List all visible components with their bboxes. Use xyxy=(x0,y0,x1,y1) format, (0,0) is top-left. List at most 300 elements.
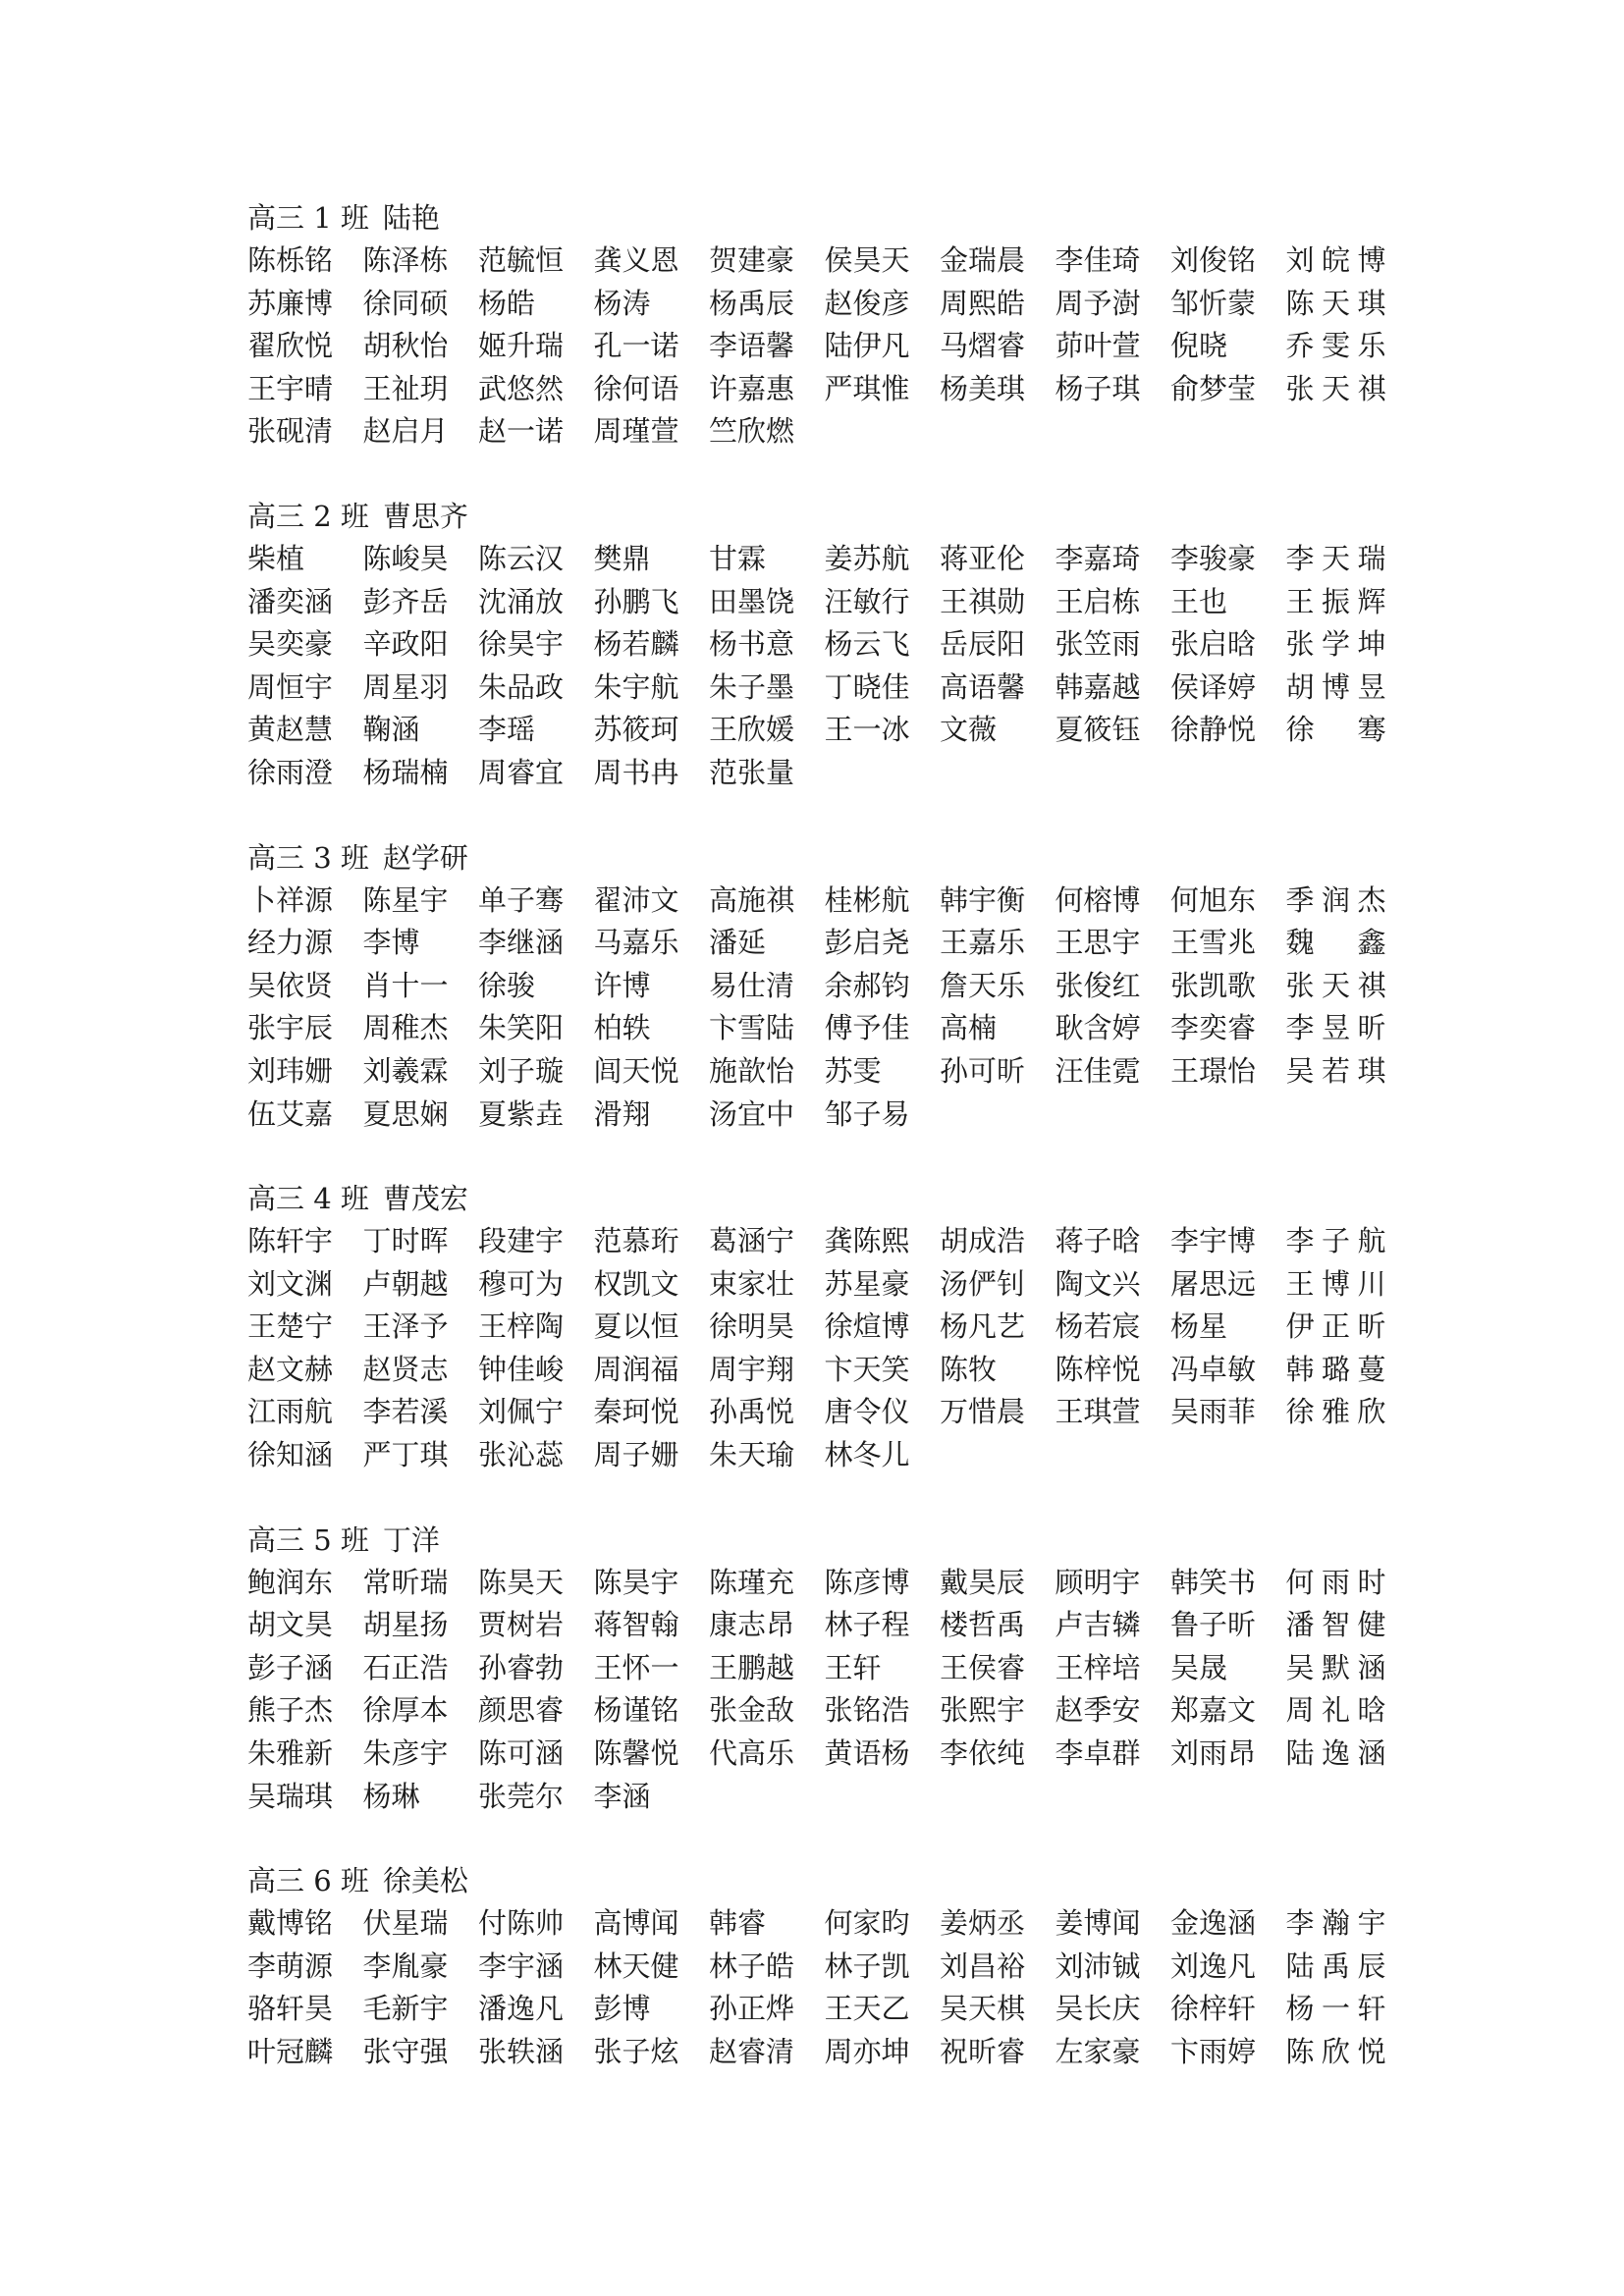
student-name: 叶冠麟 xyxy=(247,2035,334,2068)
student-name: 左家豪 xyxy=(1055,2035,1141,2068)
student-name: 李语馨 xyxy=(709,329,795,363)
student-name: 竺欣燃 xyxy=(709,414,795,449)
class-title: 高三 4 班 xyxy=(247,1182,369,1216)
student-name: 闾天悦 xyxy=(593,1053,679,1088)
student-name: 吴长庆 xyxy=(1055,1992,1141,2026)
student-name: 赵贤志 xyxy=(362,1352,449,1386)
student-name: 何 雨 时 xyxy=(1285,1565,1386,1599)
student-name: 王 博 川 xyxy=(1285,1266,1386,1301)
student-name: 刘子璇 xyxy=(478,1053,565,1088)
student-name: 沈涌放 xyxy=(478,584,565,618)
class-teacher: 赵学研 xyxy=(382,840,468,875)
class-section xyxy=(247,197,1386,454)
student-name: 张宇辰 xyxy=(247,1011,334,1045)
student-name: 吴天棋 xyxy=(940,1992,1026,2026)
student-name: 赵睿清 xyxy=(709,2035,795,2068)
student-name: 姬升瑞 xyxy=(478,329,565,363)
student-name: 李涵 xyxy=(593,1779,651,1813)
class-teacher: 曹茂宏 xyxy=(382,1182,468,1216)
class-teacher: 陆艳 xyxy=(382,201,440,235)
student-name: 高楠 xyxy=(940,1011,998,1045)
student-name: 张启晗 xyxy=(1170,627,1257,662)
student-name: 刘玮姗 xyxy=(247,1053,334,1088)
class-section xyxy=(247,1178,1386,1477)
student-name: 徐煊博 xyxy=(824,1309,910,1344)
student-name: 李 昱 昕 xyxy=(1285,1011,1386,1045)
student-name: 刘 皖 博 xyxy=(1285,243,1386,277)
student-name: 朱品政 xyxy=(478,669,565,704)
student-name: 唐令仪 xyxy=(824,1395,910,1429)
student-name: 林子皓 xyxy=(709,1949,795,1983)
student-name: 王怀一 xyxy=(593,1650,679,1684)
student-name: 许博 xyxy=(593,968,651,1002)
student-name: 王天乙 xyxy=(824,1992,910,2026)
student-name: 范毓恒 xyxy=(478,243,565,277)
student-name: 王嘉乐 xyxy=(940,926,1026,960)
student-name: 季 润 杰 xyxy=(1285,882,1386,917)
student-name: 夏紫垚 xyxy=(478,1096,565,1131)
student-name: 王梓培 xyxy=(1055,1650,1141,1684)
student-name: 杨云飞 xyxy=(824,627,910,662)
student-name: 陈牧 xyxy=(940,1352,998,1386)
student-name: 张熙宇 xyxy=(940,1693,1026,1728)
student-name: 王楚宁 xyxy=(247,1309,334,1344)
student-name: 陆 逸 涵 xyxy=(1285,1736,1386,1771)
student-name: 顾明宇 xyxy=(1055,1565,1141,1599)
student-name: 陆伊凡 xyxy=(824,329,910,363)
student-name: 段建宇 xyxy=(478,1224,565,1258)
student-name: 张金敌 xyxy=(709,1693,795,1728)
student-name: 詹天乐 xyxy=(940,968,1026,1002)
student-name: 伊 正 昕 xyxy=(1285,1309,1386,1344)
student-name: 刘佩宁 xyxy=(478,1395,565,1429)
student-name: 丁时晖 xyxy=(362,1224,449,1258)
student-name: 苏筱珂 xyxy=(593,713,679,747)
student-name: 付陈帅 xyxy=(478,1906,565,1941)
student-name: 李嘉琦 xyxy=(1055,541,1141,575)
student-name: 易仕清 xyxy=(709,968,795,1002)
student-name: 甘霖 xyxy=(709,541,767,575)
class-teacher: 徐美松 xyxy=(382,1864,468,1898)
student-name: 颜思睿 xyxy=(478,1693,565,1728)
student-name: 朱天瑜 xyxy=(709,1438,795,1472)
class-title: 高三 1 班 xyxy=(247,201,369,235)
student-name: 王轩 xyxy=(824,1650,882,1684)
student-name: 陈峻昊 xyxy=(362,541,449,575)
student-name: 李卓群 xyxy=(1055,1736,1141,1771)
student-name: 林冬儿 xyxy=(824,1438,910,1472)
student-name: 戴博铭 xyxy=(247,1906,334,1941)
student-name: 卢吉辚 xyxy=(1055,1608,1141,1642)
student-name: 龚陈熙 xyxy=(824,1224,910,1258)
student-name: 权凯文 xyxy=(593,1266,679,1301)
student-name: 王祺勋 xyxy=(940,584,1026,618)
student-name: 严琪惟 xyxy=(824,371,910,405)
student-name: 朱宇航 xyxy=(593,669,679,704)
student-name: 周宇翔 xyxy=(709,1352,795,1386)
student-name: 陈昊宇 xyxy=(593,1565,679,1599)
student-name: 张 天 祺 xyxy=(1285,968,1386,1002)
student-name: 徐 雅 欣 xyxy=(1285,1395,1386,1429)
student-name: 岳辰阳 xyxy=(940,627,1026,662)
student-name: 黄语杨 xyxy=(824,1736,910,1771)
student-name: 施歆怡 xyxy=(709,1053,795,1088)
student-name: 黄赵慧 xyxy=(247,713,334,747)
student-name: 伍艾嘉 xyxy=(247,1096,334,1131)
student-name: 夏思娴 xyxy=(362,1096,449,1131)
student-name: 陶文兴 xyxy=(1055,1266,1141,1301)
student-name: 楼哲禹 xyxy=(940,1608,1026,1642)
student-name: 李瑶 xyxy=(478,713,536,747)
student-name: 王启栋 xyxy=(1055,584,1141,618)
student-name: 张俊红 xyxy=(1055,968,1141,1002)
student-name: 赵季安 xyxy=(1055,1693,1141,1728)
student-name: 潘延 xyxy=(709,926,767,960)
student-name: 胡成浩 xyxy=(940,1224,1026,1258)
student-name: 林子凯 xyxy=(824,1949,910,1983)
class-teacher: 丁洋 xyxy=(382,1522,440,1557)
student-name: 李胤豪 xyxy=(362,1949,449,1983)
student-name: 赵一诺 xyxy=(478,414,565,449)
student-name: 周睿宜 xyxy=(478,755,565,789)
student-name: 秦珂悦 xyxy=(593,1395,679,1429)
student-name: 石正浩 xyxy=(362,1650,449,1684)
student-name: 胡文昊 xyxy=(247,1608,334,1642)
student-name: 杨星 xyxy=(1170,1309,1228,1344)
student-name: 卢朝越 xyxy=(362,1266,449,1301)
student-name: 俞梦莹 xyxy=(1170,371,1257,405)
student-name: 范慕珩 xyxy=(593,1224,679,1258)
student-name: 吴 若 琪 xyxy=(1285,1053,1386,1088)
student-name: 张笠雨 xyxy=(1055,627,1141,662)
student-name: 王思宇 xyxy=(1055,926,1141,960)
student-name: 韩 璐 蔓 xyxy=(1285,1352,1386,1386)
student-name: 张凯歌 xyxy=(1170,968,1257,1002)
student-name: 林子程 xyxy=(824,1608,910,1642)
student-name: 杨美琪 xyxy=(940,371,1026,405)
student-name: 穆可为 xyxy=(478,1266,565,1301)
student-name: 代高乐 xyxy=(709,1736,795,1771)
student-name: 陈 天 琪 xyxy=(1285,286,1386,320)
student-name: 经力源 xyxy=(247,926,334,960)
student-name: 杨若麟 xyxy=(593,627,679,662)
student-name: 王鹏越 xyxy=(709,1650,795,1684)
student-name: 朱彦宇 xyxy=(362,1736,449,1771)
student-name: 卞天笑 xyxy=(824,1352,910,1386)
student-name: 王一冰 xyxy=(824,713,910,747)
student-name: 张沁蕊 xyxy=(478,1438,565,1472)
student-name: 孙禹悦 xyxy=(709,1395,795,1429)
student-name: 王泽予 xyxy=(362,1309,449,1344)
student-name: 赵俊彦 xyxy=(824,286,910,320)
student-name: 柴植 xyxy=(247,541,305,575)
class-heading xyxy=(247,496,1386,538)
class-section xyxy=(247,837,1386,1137)
student-name: 束家壮 xyxy=(709,1266,795,1301)
student-name: 严丁琪 xyxy=(362,1438,449,1472)
student-name: 潘 智 健 xyxy=(1285,1608,1386,1642)
student-name: 韩宇衡 xyxy=(940,882,1026,917)
student-name: 蒋智翰 xyxy=(593,1608,679,1642)
student-name: 徐静悦 xyxy=(1170,713,1257,747)
student-name: 王侯睿 xyxy=(940,1650,1026,1684)
student-name: 陈云汉 xyxy=(478,541,565,575)
student-name: 彭博 xyxy=(593,1992,651,2026)
student-name: 杨 一 轩 xyxy=(1285,1992,1386,2026)
student-name: 杨子琪 xyxy=(1055,371,1141,405)
student-name: 倪晓 xyxy=(1170,329,1228,363)
student-name: 翟沛文 xyxy=(593,882,679,917)
student-name: 周 礼 晗 xyxy=(1285,1693,1386,1728)
student-name: 郑嘉文 xyxy=(1170,1693,1257,1728)
student-name: 陈轩宇 xyxy=(247,1224,334,1258)
student-name: 王宇晴 xyxy=(247,371,334,405)
student-name: 王璟怡 xyxy=(1170,1053,1257,1088)
student-name: 李依纯 xyxy=(940,1736,1026,1771)
student-name: 汪敏行 xyxy=(824,584,910,618)
student-name: 辛政阳 xyxy=(362,627,449,662)
student-name: 侯昊天 xyxy=(824,243,910,277)
student-name: 熊子杰 xyxy=(247,1693,334,1728)
student-name: 骆轩昊 xyxy=(247,1992,334,2026)
student-name: 康志昂 xyxy=(709,1608,795,1642)
student-name: 周恒宇 xyxy=(247,669,334,704)
class-teacher: 曹思齐 xyxy=(382,499,468,533)
student-name: 徐昊宇 xyxy=(478,627,565,662)
student-name: 汪佳霓 xyxy=(1055,1053,1141,1088)
student-name: 彭子涵 xyxy=(247,1650,334,1684)
student-name: 彭启尧 xyxy=(824,926,910,960)
student-name: 陈栎铭 xyxy=(247,243,334,277)
student-name: 胡星扬 xyxy=(362,1608,449,1642)
student-name: 周润福 xyxy=(593,1352,679,1386)
student-name: 邹忻蒙 xyxy=(1170,286,1257,320)
student-name: 鲍润东 xyxy=(247,1565,334,1599)
student-name: 韩笑书 xyxy=(1170,1565,1257,1599)
student-name-grid xyxy=(247,880,1386,1137)
student-name-grid xyxy=(247,1902,1386,2073)
student-name: 范张量 xyxy=(709,755,795,789)
student-name: 林天健 xyxy=(593,1949,679,1983)
student-name: 李继涵 xyxy=(478,926,565,960)
student-name: 茆叶萱 xyxy=(1055,329,1141,363)
student-name: 张砚清 xyxy=(247,414,334,449)
student-name: 陈星宇 xyxy=(362,882,449,917)
student-name: 蒋亚伦 xyxy=(940,541,1026,575)
student-name: 徐梓轩 xyxy=(1170,1992,1257,2026)
student-name: 杨凡艺 xyxy=(940,1309,1026,1344)
student-name: 孙鹏飞 xyxy=(593,584,679,618)
student-name: 陈彦博 xyxy=(824,1565,910,1599)
student-name: 单子骞 xyxy=(478,882,565,917)
class-title: 高三 2 班 xyxy=(247,499,369,533)
class-title: 高三 5 班 xyxy=(247,1522,369,1557)
student-name: 刘雨昂 xyxy=(1170,1736,1257,1771)
student-name: 杨皓 xyxy=(478,286,536,320)
student-name: 韩睿 xyxy=(709,1906,767,1941)
student-name: 刘昌裕 xyxy=(940,1949,1026,1983)
student-name: 刘文渊 xyxy=(247,1266,334,1301)
student-name: 吴奕豪 xyxy=(247,627,334,662)
student-name: 周稚杰 xyxy=(362,1011,449,1045)
student-name: 张铭浩 xyxy=(824,1693,910,1728)
student-name: 蒋子晗 xyxy=(1055,1224,1141,1258)
student-name: 伏星瑞 xyxy=(362,1906,449,1941)
student-name: 杨禹辰 xyxy=(709,286,795,320)
student-name: 韩嘉越 xyxy=(1055,669,1141,704)
student-name: 孙可昕 xyxy=(940,1053,1026,1088)
student-name: 苏雯 xyxy=(824,1053,882,1088)
student-name-grid xyxy=(247,538,1386,795)
student-name: 卞雪陆 xyxy=(709,1011,795,1045)
student-name: 夏以恒 xyxy=(593,1309,679,1344)
class-heading xyxy=(247,1860,1386,1902)
student-name: 侯译婷 xyxy=(1170,669,1257,704)
student-name: 柏轶 xyxy=(593,1011,651,1045)
student-name: 田墨饶 xyxy=(709,584,795,618)
student-name: 朱雅新 xyxy=(247,1736,334,1771)
student-name: 陈梓悦 xyxy=(1055,1352,1141,1386)
student-name: 陆 禹 辰 xyxy=(1285,1949,1386,1983)
student-name: 冯卓敏 xyxy=(1170,1352,1257,1386)
student-name: 丁晓佳 xyxy=(824,669,910,704)
student-name: 胡 博 昱 xyxy=(1285,669,1386,704)
student-name: 万惜晨 xyxy=(940,1395,1026,1429)
student-name: 潘逸凡 xyxy=(478,1992,565,2026)
student-name: 乔 雯 乐 xyxy=(1285,329,1386,363)
student-name: 吴雨菲 xyxy=(1170,1395,1257,1429)
student-name: 王 振 辉 xyxy=(1285,584,1386,618)
class-section xyxy=(247,1860,1386,2073)
student-name: 徐同硕 xyxy=(362,286,449,320)
class-section xyxy=(247,1520,1386,1819)
student-name: 吴晟 xyxy=(1170,1650,1228,1684)
student-name: 徐明昊 xyxy=(709,1309,795,1344)
student-name: 马嘉乐 xyxy=(593,926,679,960)
student-name: 王祉玥 xyxy=(362,371,449,405)
student-name: 李宇涵 xyxy=(478,1949,565,1983)
class-heading xyxy=(247,1520,1386,1562)
student-name: 耿含婷 xyxy=(1055,1011,1141,1045)
student-name: 孙睿勃 xyxy=(478,1650,565,1684)
student-name: 金逸涵 xyxy=(1170,1906,1257,1941)
student-name: 马熠睿 xyxy=(940,329,1026,363)
student-name: 徐何语 xyxy=(593,371,679,405)
student-name: 陈馨悦 xyxy=(593,1736,679,1771)
student-name: 杨瑞楠 xyxy=(362,755,449,789)
student-name: 汤宜中 xyxy=(709,1096,795,1131)
class-roster-list xyxy=(247,197,1386,2116)
student-name: 胡秋怡 xyxy=(362,329,449,363)
student-name: 龚义恩 xyxy=(593,243,679,277)
student-name: 张守强 xyxy=(362,2035,449,2068)
student-name: 钟佳峻 xyxy=(478,1352,565,1386)
class-title: 高三 3 班 xyxy=(247,840,369,875)
student-name: 苏廉博 xyxy=(247,286,334,320)
student-name: 葛涵宁 xyxy=(709,1224,795,1258)
student-name: 孙正烨 xyxy=(709,1992,795,2026)
student-name-grid xyxy=(247,1220,1386,1477)
student-name: 邹子易 xyxy=(824,1096,910,1131)
student-name: 何家昀 xyxy=(824,1906,910,1941)
student-name: 王雪兆 xyxy=(1170,926,1257,960)
student-name: 赵文赫 xyxy=(247,1352,334,1386)
student-name: 王也 xyxy=(1170,584,1228,618)
student-name: 许嘉惠 xyxy=(709,371,795,405)
student-name: 李骏豪 xyxy=(1170,541,1257,575)
student-name: 贺建豪 xyxy=(709,243,795,277)
student-name: 樊鼎 xyxy=(593,541,651,575)
student-name: 李 天 瑞 xyxy=(1285,541,1386,575)
student-name: 周瑾萱 xyxy=(593,414,679,449)
student-name: 孔一诺 xyxy=(593,329,679,363)
student-name: 卞雨婷 xyxy=(1170,2035,1257,2068)
student-name: 桂彬航 xyxy=(824,882,910,917)
student-name: 刘逸凡 xyxy=(1170,1949,1257,1983)
student-name: 高语馨 xyxy=(940,669,1026,704)
student-name: 彭齐岳 xyxy=(362,584,449,618)
student-name: 周星羽 xyxy=(362,669,449,704)
student-name: 王梓陶 xyxy=(478,1309,565,1344)
student-name: 傅予佳 xyxy=(824,1011,910,1045)
class-section xyxy=(247,496,1386,795)
student-name: 徐知涵 xyxy=(247,1438,334,1472)
student-name: 贾树岩 xyxy=(478,1608,565,1642)
student-name: 李萌源 xyxy=(247,1949,334,1983)
student-name: 刘羲霖 xyxy=(362,1053,449,1088)
student-name: 徐 骞 xyxy=(1285,713,1386,747)
student-name: 毛新宇 xyxy=(362,1992,449,2026)
student-name-grid xyxy=(247,1562,1386,1819)
student-name: 陈昊天 xyxy=(478,1565,565,1599)
student-name: 鞠涵 xyxy=(362,713,420,747)
student-name: 肖十一 xyxy=(362,968,449,1002)
student-name: 杨涛 xyxy=(593,286,651,320)
student-name: 高施祺 xyxy=(709,882,795,917)
student-name: 徐厚本 xyxy=(362,1693,449,1728)
student-name: 刘沛铖 xyxy=(1055,1949,1141,1983)
student-name: 杨若宸 xyxy=(1055,1309,1141,1344)
student-name: 常昕瑞 xyxy=(362,1565,449,1599)
student-name: 姜炳丞 xyxy=(940,1906,1026,1941)
student-name: 何榕博 xyxy=(1055,882,1141,917)
student-name: 汤俨钊 xyxy=(940,1266,1026,1301)
student-name: 吴 默 涵 xyxy=(1285,1650,1386,1684)
student-name: 周亦坤 xyxy=(824,2035,910,2068)
student-name: 江雨航 xyxy=(247,1395,334,1429)
student-name: 陈泽栋 xyxy=(362,243,449,277)
student-name: 魏 鑫 xyxy=(1285,926,1386,960)
student-name: 王琪萱 xyxy=(1055,1395,1141,1429)
class-heading xyxy=(247,1178,1386,1220)
student-name: 陈 欣 悦 xyxy=(1285,2035,1386,2068)
student-name: 高博闻 xyxy=(593,1906,679,1941)
student-name: 滑翔 xyxy=(593,1096,651,1131)
student-name: 祝昕睿 xyxy=(940,2035,1026,2068)
student-name: 翟欣悦 xyxy=(247,329,334,363)
student-name: 姜博闻 xyxy=(1055,1906,1141,1941)
student-name: 金瑞晨 xyxy=(940,243,1026,277)
student-name: 张莞尔 xyxy=(478,1779,565,1813)
student-name: 周予澍 xyxy=(1055,286,1141,320)
student-name: 潘奕涵 xyxy=(247,584,334,618)
student-name: 姜苏航 xyxy=(824,541,910,575)
student-name: 杨书意 xyxy=(709,627,795,662)
student-name: 李 子 航 xyxy=(1285,1224,1386,1258)
student-name-grid xyxy=(247,240,1386,454)
student-name: 余郝钧 xyxy=(824,968,910,1002)
student-name: 武悠然 xyxy=(478,371,565,405)
